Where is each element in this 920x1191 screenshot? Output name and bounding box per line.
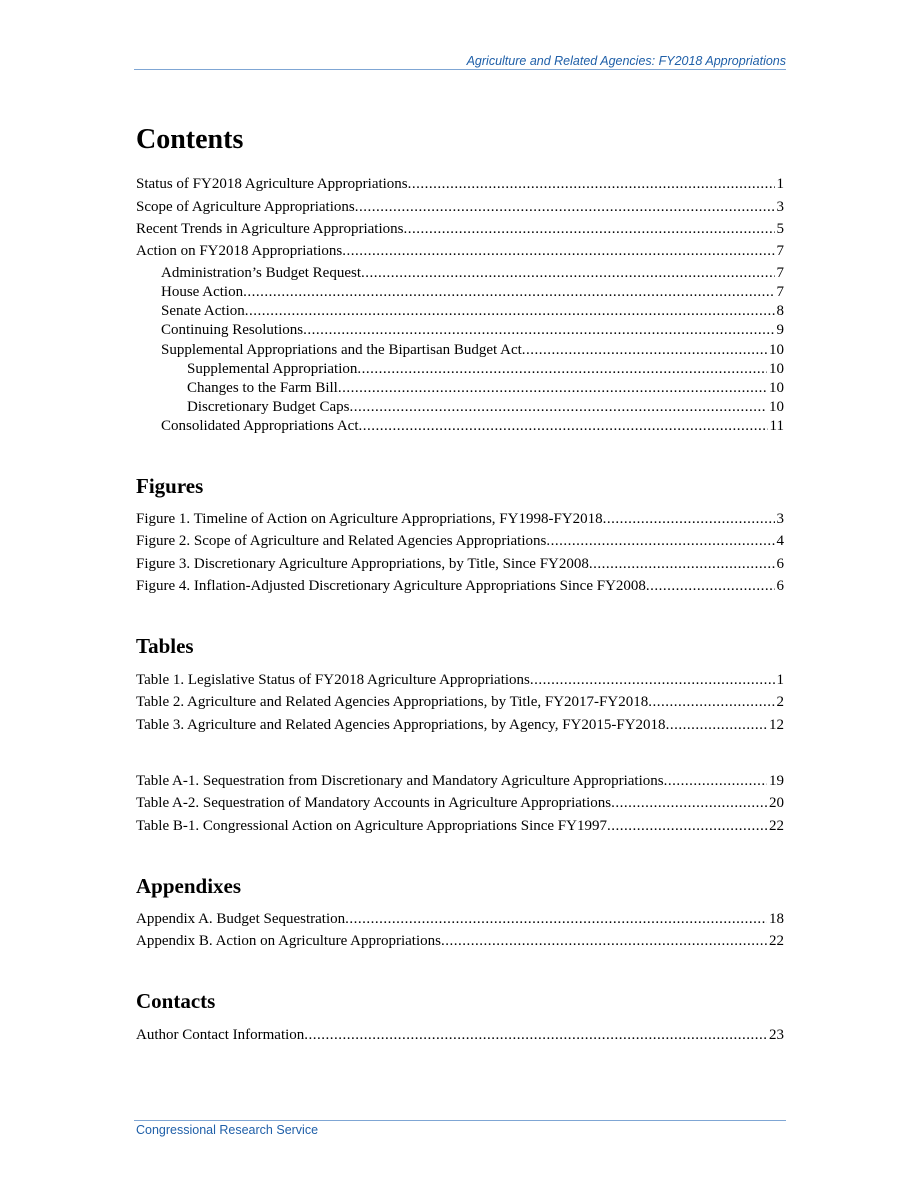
- leader-dots: [245, 301, 775, 321]
- leader-dots: [361, 263, 775, 283]
- toc-entry-label: Table 2. Agriculture and Related Agencies Appropriations, by Title, FY2017-FY2018: [136, 694, 649, 710]
- toc-entry-label: House Action: [161, 284, 244, 300]
- toc-entry-page: 6: [776, 578, 784, 594]
- toc-entry-page: 12: [769, 717, 784, 733]
- leader-dots: [345, 909, 767, 929]
- leader-dots: [349, 397, 767, 417]
- toc-entry-page: 3: [776, 199, 784, 215]
- leader-dots: [243, 282, 774, 302]
- table-entry[interactable]: [136, 793, 784, 813]
- toc-subentry[interactable]: [161, 340, 784, 360]
- running-header: Agriculture and Related Agencies: FY2018 Appropriations: [466, 54, 786, 68]
- toc-entry-page: 9: [776, 322, 784, 338]
- leader-dots: [441, 931, 767, 951]
- toc-subentry[interactable]: [161, 416, 784, 436]
- toc-entry-page: 8: [776, 303, 784, 319]
- toc-entry-label: Table A-1. Sequestration from Discretionary and Mandatory Agriculture Appropriations: [136, 773, 664, 789]
- toc-entry-page: 7: [776, 243, 784, 259]
- leader-dots: [664, 771, 767, 791]
- toc-entry-page: 7: [776, 265, 784, 281]
- toc-entry-page: 2: [776, 694, 784, 710]
- toc-entry-page: 5: [776, 221, 784, 237]
- toc-entry-page: 6: [776, 556, 784, 572]
- toc-subsubentry[interactable]: [187, 397, 784, 417]
- leader-dots: [304, 1025, 767, 1045]
- leader-dots: [403, 219, 774, 239]
- appendix-entry[interactable]: [136, 909, 784, 929]
- toc-entry-label: Table B-1. Congressional Action on Agriculture Appropriations Since FY1997: [136, 818, 607, 834]
- leader-dots: [589, 554, 775, 574]
- header-rule: [134, 69, 786, 70]
- toc-entry-label: Consolidated Appropriations Act: [161, 418, 359, 434]
- toc-entry-label: Senate Action: [161, 303, 245, 319]
- tables-title: Tables: [136, 634, 194, 658]
- leader-dots: [358, 416, 767, 436]
- leader-dots: [648, 692, 774, 712]
- table-entry[interactable]: [136, 816, 784, 836]
- toc-entry-page: 3: [776, 511, 784, 527]
- toc-subsubentry[interactable]: [187, 359, 784, 379]
- toc-entry-label: Supplemental Appropriations and the Bipartisan Budget Act: [161, 342, 522, 358]
- toc-entry-label: Recent Trends in Agriculture Appropriations: [136, 221, 404, 237]
- toc-entry-page: 20: [769, 795, 784, 811]
- toc-entry-label: Action on FY2018 Appropriations: [136, 243, 343, 259]
- toc-subentry[interactable]: [161, 263, 784, 283]
- figures-title: Figures: [136, 474, 204, 498]
- figure-entry[interactable]: [136, 554, 784, 574]
- toc-entry-label: Figure 2. Scope of Agriculture and Related Agencies Appropriations: [136, 533, 547, 549]
- toc-entry-page: 4: [776, 533, 784, 549]
- toc-entry-page: 10: [769, 380, 784, 396]
- figure-entry[interactable]: [136, 531, 784, 551]
- toc-entry-label: Table 1. Legislative Status of FY2018 Agriculture Appropriations: [136, 672, 530, 688]
- leader-dots: [338, 378, 767, 398]
- toc-entry-label: Scope of Agriculture Appropriations: [136, 199, 355, 215]
- table-entry[interactable]: [136, 670, 784, 690]
- leader-dots: [611, 793, 767, 813]
- toc-entry-label: Changes to the Farm Bill: [187, 380, 338, 396]
- toc-entry-label: Author Contact Information: [136, 1027, 305, 1043]
- leader-dots: [522, 340, 767, 360]
- toc-entry-page: 19: [769, 773, 784, 789]
- appendixes-title: Appendixes: [136, 874, 242, 898]
- leader-dots: [530, 670, 775, 690]
- toc-entry[interactable]: [136, 241, 784, 261]
- toc-subentry[interactable]: [161, 282, 784, 302]
- toc-entry-label: Administration’s Budget Request: [161, 265, 361, 281]
- toc-entry-page: 22: [769, 818, 784, 834]
- leader-dots: [666, 715, 767, 735]
- contact-entry[interactable]: [136, 1025, 784, 1045]
- leader-dots: [355, 197, 775, 217]
- toc-entry-label: Discretionary Budget Caps: [187, 399, 350, 415]
- toc-entry-label: Figure 4. Inflation-Adjusted Discretionary Agriculture Appropriations Since FY2008: [136, 578, 646, 594]
- contacts-title: Contacts: [136, 989, 216, 1013]
- toc-entry-page: 18: [769, 911, 784, 927]
- toc-entry-label: Supplemental Appropriation: [187, 361, 358, 377]
- leader-dots: [607, 816, 767, 836]
- toc-entry[interactable]: [136, 219, 784, 239]
- toc-subsubentry[interactable]: [187, 378, 784, 398]
- toc-entry[interactable]: [136, 174, 784, 194]
- toc-entry-page: 23: [769, 1027, 784, 1043]
- footer-text: Congressional Research Service: [136, 1123, 319, 1137]
- leader-dots: [646, 576, 775, 596]
- toc-entry-label: Appendix B. Action on Agriculture Appropriations: [136, 933, 441, 949]
- leader-dots: [603, 509, 775, 529]
- table-entry[interactable]: [136, 715, 784, 735]
- figure-entry[interactable]: [136, 576, 784, 596]
- leader-dots: [303, 320, 774, 340]
- figure-entry[interactable]: [136, 509, 784, 529]
- toc-subentry[interactable]: [161, 320, 784, 340]
- toc-entry-page: 11: [769, 418, 784, 434]
- toc-entry[interactable]: [136, 197, 784, 217]
- toc-entry-page: 1: [776, 176, 784, 192]
- toc-entry-page: 10: [769, 399, 784, 415]
- appendix-entry[interactable]: [136, 931, 784, 951]
- toc-entry-label: Appendix A. Budget Sequestration: [136, 911, 346, 927]
- toc-entry-page: 1: [776, 672, 784, 688]
- leader-dots: [408, 174, 775, 194]
- footer-rule: [134, 1120, 786, 1121]
- leader-dots: [546, 531, 774, 551]
- toc-entry-label: Table 3. Agriculture and Related Agencies Appropriations, by Agency, FY2015-FY2018: [136, 717, 666, 733]
- toc-entry-label: Continuing Resolutions: [161, 322, 304, 338]
- table-entry[interactable]: [136, 771, 784, 791]
- toc-subentry[interactable]: [161, 301, 784, 321]
- toc-entry-page: 22: [769, 933, 784, 949]
- toc-entry-page: 10: [769, 361, 784, 377]
- table-entry[interactable]: [136, 692, 784, 712]
- toc-entry-label: Table A-2. Sequestration of Mandatory Accounts in Agriculture Appropriations: [136, 795, 612, 811]
- toc-entry-label: Figure 1. Timeline of Action on Agriculture Appropriations, FY1998-FY2018: [136, 511, 603, 527]
- toc-entry-page: 10: [769, 342, 784, 358]
- toc-entry-page: 7: [776, 284, 784, 300]
- leader-dots: [357, 359, 767, 379]
- leader-dots: [342, 241, 774, 261]
- toc-entry-label: Figure 3. Discretionary Agriculture Appropriations, by Title, Since FY2008: [136, 556, 589, 572]
- toc-entry-label: Status of FY2018 Agriculture Appropriations: [136, 176, 408, 192]
- contents-title: Contents: [136, 124, 244, 155]
